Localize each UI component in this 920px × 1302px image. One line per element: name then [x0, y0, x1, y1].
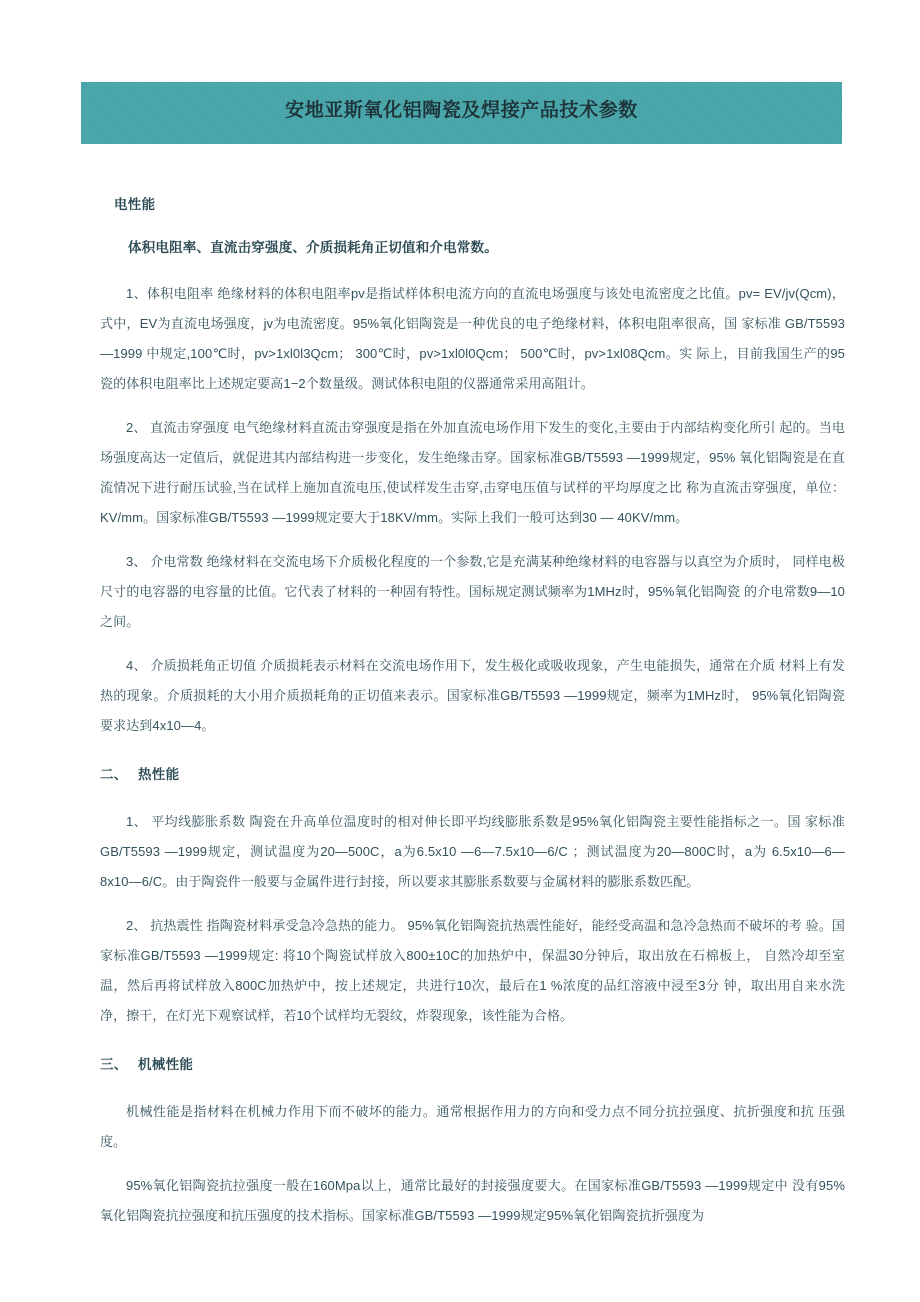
document-body	[100, 195, 845, 1245]
paragraph-thermal-shock-resistance: 2、 抗热震性 指陶瓷材料承受急冷急热的能力。 95%氧化铝陶瓷抗热震性能好，能经受高温和急冷急热而不破坏的考 验。国家标准GB/T5593 —1999规定: 将10个陶瓷试样放入800±10C的加热炉中，保温30分钟后，取出放在石棉板上， 自然冷却至室温，然后再将试样放入800C加热炉中，按上述规定，共进行10次，最后在1 %浓度的品红溶液中浸至3分 钟，取出用自来水洗净，擦干，在灯光下观察试样，若10个试样均无裂纹，炸裂现象，该性能为合格。	[100, 918, 845, 1024]
paragraph-volume-resistivity: 1、体积电阻率 绝缘材料的体积电阻率pv是指试样体积电流方向的直流电场强度与该处电流密度之比值。pv= EV/jv(Qcm)，式中，EV为直流电场强度，jv为电流密度。95%氧化铝陶瓷是一种优良的电子绝缘材料，体积电阻率很高，国 家标准 GB/T5593 —1999 中规定,100℃时，pv>1xl0l3Qcm； 300℃时，pv>1xl0l0Qcm； 500℃时，pv>1xl08Qcm。实 际上，目前我国生产的95瓷的体积电阻率比上述规定要高1−2个数量级。测试体积电阻的仪器通常采用高阻计。	[100, 285, 845, 391]
section-number-two: 二、	[100, 766, 128, 782]
paragraph-thermal-expansion: 1、 平均线膨胀系数 陶瓷在升高单位温度时的相对伸长即平均线膨胀系数是95%氧化铝陶瓷主要性能指标之一。国 家标准GB/T5593 —1999规定，测试温度为20—500C，a为6.5x10 —6—7.5x10—6/C ；测试温度为20—800C时，a为 6.5x10—6—8x10—6/C。由于陶瓷件一般要与金属件进行封接，所以要求其膨胀系数要与金属材料的膨胀系数匹配。	[100, 814, 845, 890]
section-heading-mechanical	[100, 1055, 845, 1075]
section-lead-electrical: 体积电阻率、直流击穿强度、介质损耗角正切值和介电常数。	[128, 240, 498, 256]
paragraph-tensile-strength: 95%氧化铝陶瓷抗拉强度一般在160Mpa以上，通常比最好的封接强度要大。在国家标准GB/T5593 —1999规定中 没有95%氧化铝陶瓷抗拉强度和抗压强度的技术指标。国家标准GB/T5593 —1999规定95%氧化铝陶瓷抗折强度为	[100, 1178, 845, 1224]
spacer	[100, 755, 845, 765]
section-heading-electrical: 电性能	[114, 197, 156, 212]
section-heading-mechanical-label: 机械性能	[138, 1057, 194, 1073]
title-banner	[81, 82, 842, 144]
section-number-three: 三、	[100, 1057, 128, 1073]
paragraph-dielectric-constant: 3、 介电常数 绝缘材料在交流电场下介质极化程度的一个参数,它是充满某种绝缘材料的电容器与以真空为介质时， 同样电极尺寸的电容器的电容量的比值。它代表了材料的一种固有特性。国标规定测试频率为1MHz时，95%氧化铝陶瓷 的介电常数9—10之间。	[100, 553, 845, 629]
paragraph-dc-breakdown-strength: 2、 直流击穿强度 电气绝缘材料直流击穿强度是指在外加直流电场作用下发生的变化,主要由于内部结构变化所引 起的。当电场强度高达一定值后，就促进其内部结构进一步变化，发生绝缘击穿。国家标准GB/T5593 —1999规定，95% 氧化铝陶瓷是在直流情况下进行耐压试验,当在试样上施加直流电压,使试样发生击穿,击穿电压值与试样的平均厚度之比 称为直流击穿强度，单位：KV/mm。国家标准GB/T5593 —1999规定要大于18KV/mm。实际上我们一般可达到30 — 40KV/mm。	[100, 419, 845, 525]
section-heading-thermal	[100, 765, 845, 785]
paragraph-dielectric-loss-tangent: 4、 介质损耗角正切值 介质损耗表示材料在交流电场作用下，发生极化或吸收现象，产生电能损失，通常在介质 材料上有发热的现象。介质损耗的大小用介质损耗角的正切值来表示。国家标准GB/T5593 —1999规定，频率为1MHz时， 95%氧化铝陶瓷要求达到4x10—4。	[100, 657, 845, 733]
spacer	[100, 1045, 845, 1055]
section-heading-thermal-label: 热性能	[138, 766, 180, 782]
paragraph-mechanical-overview: 机械性能是指材料在机械力作用下而不破坏的能力。通常根据作用力的方向和受力点不同分抗拉强度、抗折强度和抗 压强度。	[100, 1104, 845, 1150]
page-title: 安地亚斯氧化铝陶瓷及焊接产品技术参数	[285, 100, 638, 121]
